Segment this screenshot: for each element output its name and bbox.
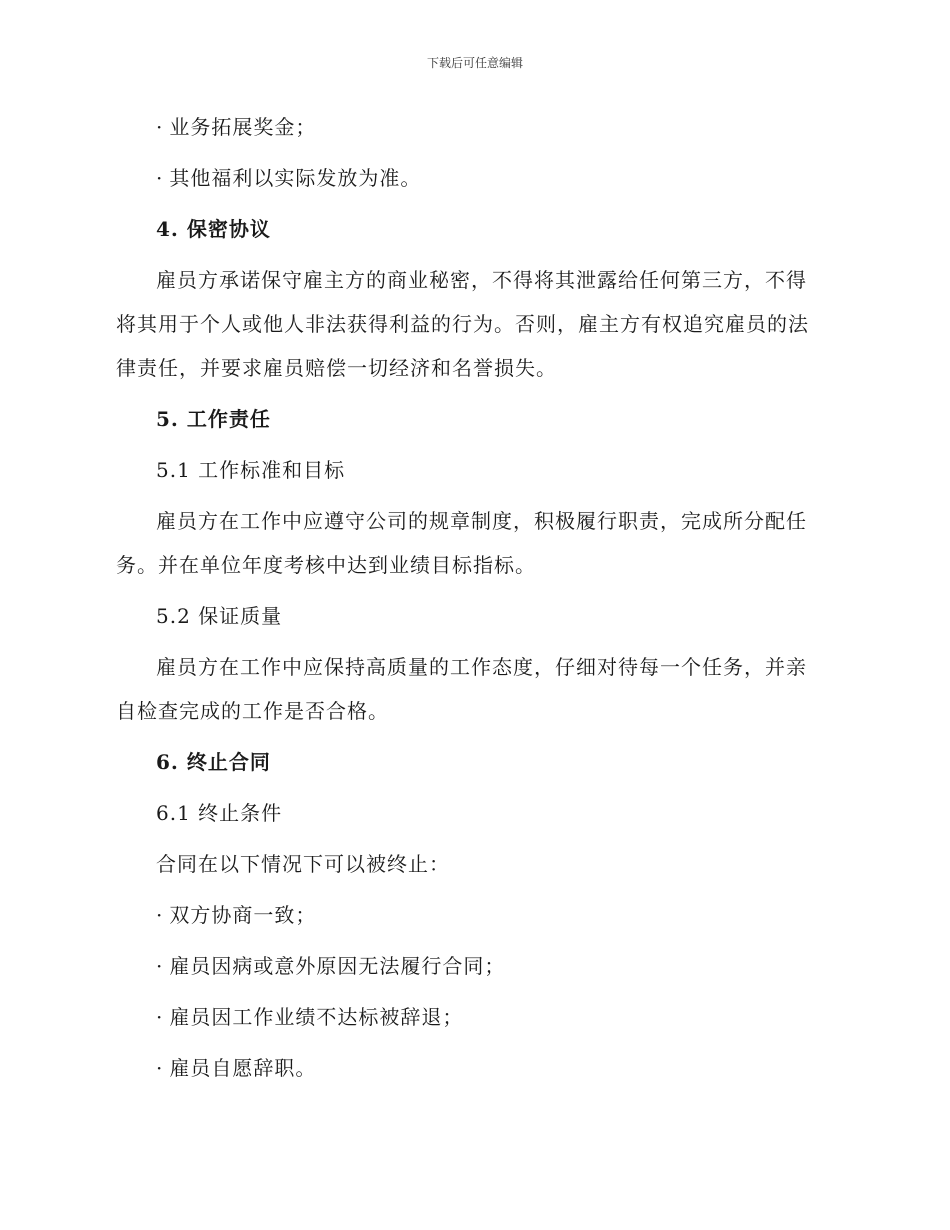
list-item-text: 雇员自愿辞职。	[169, 1056, 317, 1080]
paragraph-line: 雇员方在工作中应保持高质量的工作态度，仔细对待每一个任务，并亲	[156, 655, 807, 679]
paragraph-quality	[116, 646, 832, 732]
document-body	[116, 106, 832, 1098]
list-item-text: 雇员因工作业绩不达标被辞退；	[169, 1005, 464, 1029]
paragraph-work-standards	[116, 500, 832, 586]
paragraph-line: 务。并在单位年度考核中达到业绩目标指标。	[116, 553, 536, 577]
list-item-text: 其他福利以实际发放为准。	[169, 166, 422, 190]
list-item	[116, 945, 832, 987]
list-item-text: 雇员因病或意外原因无法履行合同；	[169, 954, 506, 978]
paragraph-line: 自检查完成的工作是否合格。	[116, 699, 389, 723]
paragraph-confidentiality	[116, 259, 832, 389]
bullet-icon: ·	[156, 115, 164, 139]
bullet-icon: ·	[156, 1056, 164, 1080]
bullet-icon: ·	[156, 166, 164, 190]
paragraph-line: 雇员方在工作中应遵守公司的规章制度，积极履行职责，完成所分配任	[156, 509, 807, 533]
subsection-heading-6-1: 6.1 终止条件	[156, 801, 283, 825]
section-heading-4: 4. 保密协议	[156, 217, 271, 241]
list-item	[116, 157, 832, 199]
list-item-text: 业务拓展奖金；	[169, 115, 317, 139]
list-item	[116, 106, 832, 148]
section-heading-5: 5. 工作责任	[156, 407, 271, 431]
paragraph-line: 雇员方承诺保守雇主方的商业秘密，不得将其泄露给任何第三方，不得	[156, 268, 807, 292]
bullet-icon: ·	[156, 903, 164, 927]
bullet-icon: ·	[156, 1005, 164, 1029]
subsection-heading-5-1: 5.1 工作标准和目标	[156, 458, 346, 482]
list-item	[116, 996, 832, 1038]
list-item-text: 双方协商一致；	[169, 903, 317, 927]
paragraph-termination-intro: 合同在以下情况下可以被终止：	[156, 852, 450, 876]
bullet-icon: ·	[156, 954, 164, 978]
section-heading-6: 6. 终止合同	[156, 750, 271, 774]
paragraph-line: 律责任，并要求雇员赔偿一切经济和名誉损失。	[116, 356, 557, 380]
paragraph-line: 将其用于个人或他人非法获得利益的行为。否则，雇主方有权追究雇员的法	[116, 312, 809, 336]
page-header: 下载后可任意编辑	[426, 56, 523, 70]
list-item	[116, 894, 832, 936]
subsection-heading-5-2: 5.2 保证质量	[156, 604, 283, 628]
list-item	[116, 1047, 832, 1089]
